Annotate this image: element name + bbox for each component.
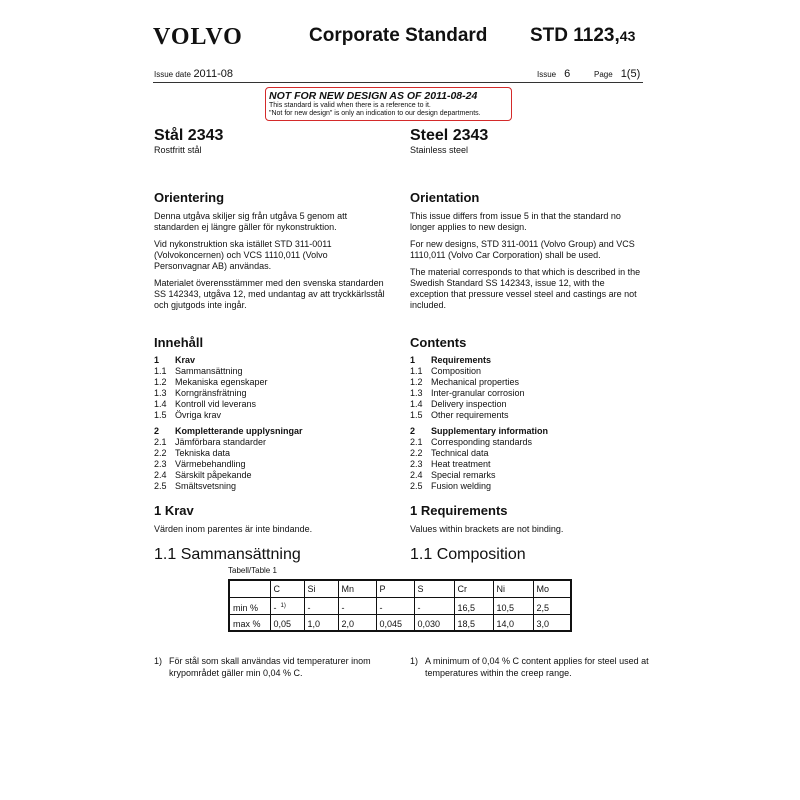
- issue-date-label: Issue date: [154, 70, 191, 79]
- page-value: 1(5): [620, 68, 641, 80]
- table-header-cell: Mn: [338, 580, 376, 597]
- table-cell: -: [304, 597, 338, 614]
- table-row: [229, 597, 571, 614]
- document-type-title: Corporate Standard: [309, 25, 488, 46]
- en-requirements-heading: 1 Requirements: [410, 503, 508, 518]
- table-header-cell: [229, 580, 270, 597]
- sv-orientation-p1: Denna utgåva skiljer sig från utgåva 5 genom att standarden ej längre gäller för nykonstruktion.: [154, 211, 348, 232]
- sv-toc-item: 1 Krav: [154, 355, 196, 365]
- sv-requirements-section: [154, 503, 394, 535]
- en-title-block: [410, 127, 650, 156]
- notice-title: NOT FOR NEW DESIGN AS OF 2011-08-24: [269, 90, 478, 102]
- sv-toc-item: 2.4 Särskilt påpekande: [154, 470, 252, 480]
- table-header-cell: Ni: [493, 580, 533, 597]
- en-orientation-heading: Orientation: [410, 190, 480, 205]
- en-toc-item: 1.3 Inter-granular corrosion: [410, 388, 525, 398]
- sv-toc-item: 2 Kompletterande upplysningar: [154, 426, 303, 436]
- sv-orientation-heading: Orientering: [154, 190, 225, 205]
- notice-line-2: "Not for new design" is only an indication to our design departments.: [269, 110, 481, 117]
- issue-label: Issue: [537, 70, 557, 79]
- en-toc-item: 2 Supplementary information: [410, 426, 549, 436]
- issue-value: 6: [564, 68, 571, 80]
- volvo-logo: VOLVO: [153, 24, 243, 50]
- sv-orientation-p3: Materialet överensstämmer med den svenska standarden SS 142343, utgåva 12, med undantag av att tryckkärlsstål och gjutgods inte ingår.: [154, 278, 385, 310]
- table-header-cell: C: [270, 580, 304, 597]
- en-toc-item: 1.4 Delivery inspection: [410, 399, 507, 409]
- en-composition-heading: 1.1 Composition: [410, 546, 526, 563]
- sv-contents-section: [154, 335, 394, 492]
- table-cell: -: [376, 597, 414, 614]
- sv-toc-item: 2.3 Värmebehandling: [154, 459, 246, 469]
- standard-number-sub: 43: [619, 28, 636, 44]
- issue-date-value: 2011-08: [193, 68, 233, 80]
- en-toc-item: 1.5 Other requirements: [410, 410, 509, 420]
- sv-toc-item: 2.1 Jämförbara standarder: [154, 437, 267, 447]
- sv-title: Stål 2343: [154, 127, 224, 144]
- en-requirements-section: [410, 503, 650, 535]
- notice-line-1: This standard is valid when there is a reference to it.: [269, 102, 431, 109]
- sv-orientation-p2: Vid nykonstruktion ska istället STD 311-0011 (Volvokoncernen) och VCS 1110,011 (Volvo Personvagnar AB) användas.: [154, 239, 332, 271]
- table-cell: 0,030: [414, 614, 454, 631]
- en-orientation-p2: For new designs, STD 311-0011 (Volvo Group) and VCS 1110,011 (Volvo Car Corporation) shall be used.: [410, 239, 635, 260]
- en-toc-item: 2.5 Fusion welding: [410, 481, 492, 491]
- table-header-cell: S: [414, 580, 454, 597]
- table-cell: 0,05: [270, 614, 304, 631]
- page-number: [594, 68, 640, 80]
- table-cell: 10,5: [493, 597, 533, 614]
- page-label: Page: [594, 70, 613, 79]
- en-title: Steel 2343: [410, 127, 489, 144]
- sv-toc-item: 1.1 Sammansättning: [154, 366, 243, 376]
- sv-subtitle: Rostfritt stål: [154, 145, 202, 155]
- sv-footnote: [154, 655, 389, 679]
- en-orientation-p3: The material corresponds to that which is described in the Swedish Standard SS 142343, issue 12, with the exception that pressure vessel steel and castings are not included.: [410, 267, 641, 310]
- issue-date: [154, 68, 233, 80]
- sv-footnote-text: För stål som skall användas vid temperaturer inom krypområdet gäller min 0,04 % C.: [169, 656, 371, 678]
- en-contents-heading: Contents: [410, 335, 467, 350]
- en-subtitle: Stainless steel: [410, 145, 469, 155]
- composition-table: [228, 579, 572, 632]
- table-cell: 3,0: [533, 614, 571, 631]
- table-cell: 2,5: [533, 597, 571, 614]
- en-toc-item: 2.3 Heat treatment: [410, 459, 491, 469]
- table-cell: 1,0: [304, 614, 338, 631]
- table-cell: 2,0: [338, 614, 376, 631]
- issue-number: [537, 68, 570, 80]
- en-toc-item: 1.1 Composition: [410, 366, 482, 376]
- en-toc-item: 1 Requirements: [410, 355, 492, 365]
- table-header-cell: Mo: [533, 580, 571, 597]
- en-toc-item: 1.2 Mechanical properties: [410, 377, 520, 387]
- table-header-row: [229, 580, 571, 597]
- sv-footnote-number: 1): [154, 656, 163, 666]
- table-caption: Tabell/Table 1: [228, 566, 277, 575]
- table-cell: max %: [229, 614, 270, 631]
- en-footnote-number: 1): [410, 656, 419, 666]
- sv-orientation-section: [154, 190, 394, 311]
- sv-title-block: [154, 127, 394, 156]
- sv-toc-item: 1.2 Mekaniska egenskaper: [154, 377, 268, 387]
- table-cell: min %: [229, 597, 270, 614]
- sv-requirements-text: Värden inom parentes är inte bindande.: [154, 524, 313, 534]
- sv-composition-heading: 1.1 Sammansättning: [154, 546, 301, 563]
- table-header-cell: Cr: [454, 580, 493, 597]
- sv-toc-item: 1.4 Kontroll vid leverans: [154, 399, 257, 409]
- table-cell: 16,5: [454, 597, 493, 614]
- table-cell: 18,5: [454, 614, 493, 631]
- sv-requirements-heading: 1 Krav: [154, 503, 194, 518]
- footnote-marker: 1): [280, 602, 286, 609]
- standard-number-main: STD 1123,: [530, 25, 620, 46]
- en-contents-section: [410, 335, 650, 492]
- en-footnote-text: A minimum of 0,04 % C content applies for steel used at temperatures within the creep range.: [425, 656, 649, 678]
- en-orientation-section: [410, 190, 650, 311]
- sv-toc-item: 2.5 Smältsvetsning: [154, 481, 237, 491]
- sv-toc-item: 2.2 Tekniska data: [154, 448, 231, 458]
- en-toc-item: 2.1 Corresponding standards: [410, 437, 533, 447]
- table-cell: -: [338, 597, 376, 614]
- en-footnote: [410, 655, 650, 679]
- sv-contents-heading: Innehåll: [154, 335, 204, 350]
- table-header-cell: P: [376, 580, 414, 597]
- table-cell: 0,045: [376, 614, 414, 631]
- en-requirements-text: Values within brackets are not binding.: [410, 524, 564, 534]
- en-orientation-p1: This issue differs from issue 5 in that the standard no longer applies to new design.: [410, 211, 621, 232]
- table-cell: -: [414, 597, 454, 614]
- sv-toc-item: 1.5 Övriga krav: [154, 410, 222, 420]
- table-header-cell: Si: [304, 580, 338, 597]
- standard-number: [530, 25, 635, 47]
- table-cell: 14,0: [493, 614, 533, 631]
- en-toc-item: 2.2 Technical data: [410, 448, 489, 458]
- table-cell: - $^{1)}$: [270, 597, 304, 614]
- en-toc-item: 2.4 Special remarks: [410, 470, 496, 480]
- sv-toc-item: 1.3 Korngränsfrätning: [154, 388, 247, 398]
- obsolete-notice-box: [265, 87, 512, 121]
- table-row: [229, 614, 571, 631]
- header-divider: [153, 82, 643, 83]
